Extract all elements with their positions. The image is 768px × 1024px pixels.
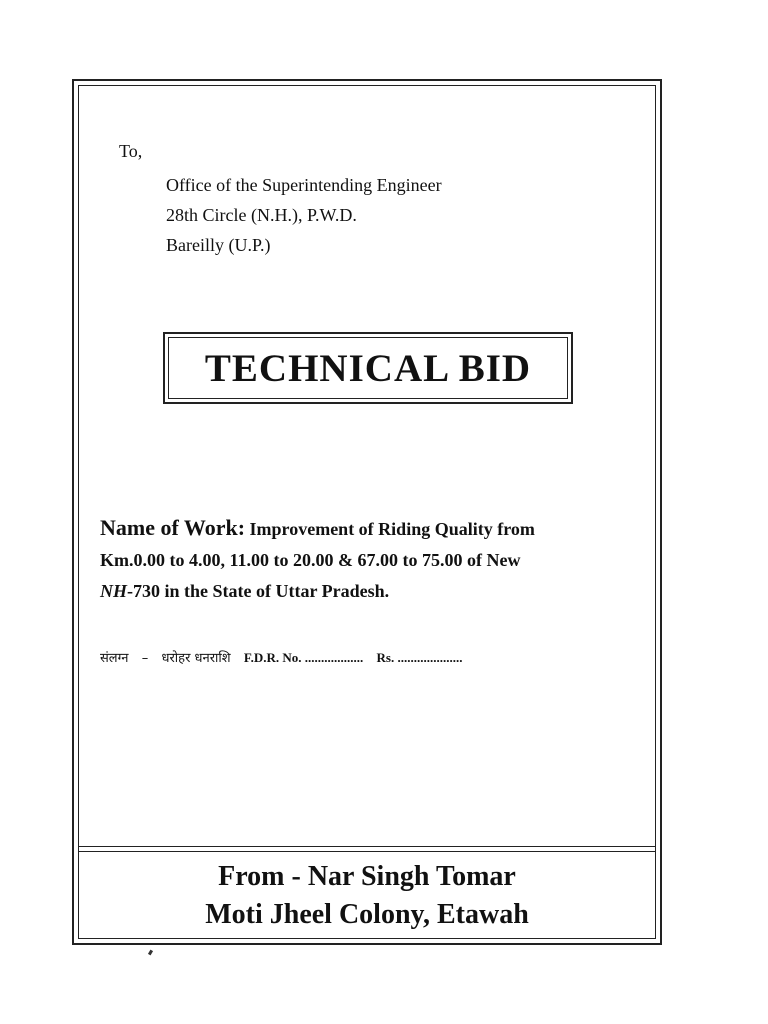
sender-name: From - Nar Singh Tomar xyxy=(218,860,516,892)
fdr-number-field: F.D.R. No. .................. xyxy=(243,650,364,665)
work-line-3 xyxy=(100,576,645,607)
enclosure-hindi-label: संलग्न xyxy=(100,651,129,666)
enclosure-hindi-deposit: धरोहर धनराशि xyxy=(161,651,231,666)
name-of-work xyxy=(100,512,645,607)
work-nh: NH xyxy=(100,581,127,601)
amount-field: Rs. .................... xyxy=(376,650,463,665)
enclosure-line xyxy=(100,648,473,666)
sender-address: Moti Jheel Colony, Etawah xyxy=(205,898,529,930)
work-text-1: Improvement of Riding Quality from xyxy=(245,519,535,539)
recipient-address xyxy=(166,170,442,260)
work-line-1 xyxy=(100,512,645,545)
address-line-city: Bareilly (U.P.) xyxy=(166,235,271,255)
work-text-3: -730 in the State of Uttar Pradesh. xyxy=(127,581,390,601)
enclosure-dash: – xyxy=(141,651,149,666)
work-label: Name of Work: xyxy=(100,515,246,540)
scan-speck xyxy=(148,950,153,956)
sender-block xyxy=(78,852,656,939)
document-title: TECHNICAL BID xyxy=(204,346,532,390)
title-box xyxy=(168,337,568,399)
footer-divider-top xyxy=(78,846,656,847)
address-line-office: Office of the Superintending Engineer xyxy=(166,175,442,195)
to-label: To, xyxy=(119,141,143,161)
work-line-2: Km.0.00 to 4.00, 11.00 to 20.00 & 67.00 to 75.00 of New xyxy=(100,550,521,570)
address-line-circle: 28th Circle (N.H.), P.W.D. xyxy=(166,205,357,225)
